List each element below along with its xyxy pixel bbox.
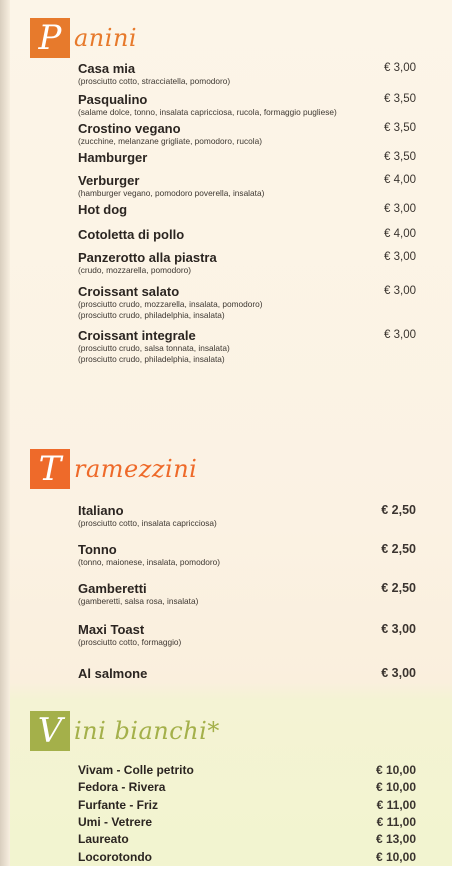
menu-item-description: (crudo, mozzarella, pomodoro) [78, 265, 191, 275]
menu-item-description: (salame dolce, tonno, insalata capricciosa, rucola, formaggio pugliese) [78, 107, 337, 117]
menu-item-name: Locorotondo [78, 850, 152, 864]
vini-initial: V [37, 711, 63, 751]
menu-item-description: (hamburger vegano, pomodoro poverella, insalata) [78, 188, 265, 198]
menu-item-description: (tonno, maionese, insalata, pomodoro) [78, 557, 221, 567]
page-bottom-edge [0, 866, 452, 875]
vini-header [30, 711, 220, 751]
menu-item-name: Al salmone [78, 666, 148, 681]
menu-item-name: Pasqualino [78, 92, 148, 107]
menu-item-name: Cotoletta di pollo [78, 227, 185, 242]
tramezzini-initial-badge [30, 449, 70, 489]
menu-item-description: (zucchine, melanzane grigliate, pomodoro, rucola) [78, 136, 263, 146]
menu-item-description: (prosciutto cotto, stracciatella, pomodoro) [78, 76, 231, 86]
menu-item-price: € 11,00 [376, 815, 416, 829]
menu-item-name: Vivam - Colle petrito [78, 763, 194, 777]
menu-item-name: Crostino vegano [78, 121, 181, 136]
menu-item [78, 92, 416, 118]
menu-item [78, 797, 416, 814]
menu-item [78, 849, 416, 866]
menu-item-name: Hot dog [78, 202, 128, 217]
menu-item [78, 666, 416, 681]
menu-item-name: Laureato [78, 832, 129, 846]
menu-item-name: Furfante - Friz [78, 798, 158, 812]
tramezzini-title: ramezzini [74, 455, 198, 483]
menu-item-price: € 2,50 [381, 542, 416, 556]
tramezzini-initial: T [38, 449, 62, 489]
panini-header [30, 18, 137, 58]
menu-item-description: (prosciutto cotto, insalata capricciosa) [78, 518, 217, 528]
menu-item-price: € 3,00 [384, 203, 416, 215]
menu-item-name: Italiano [78, 503, 124, 518]
menu-item [78, 328, 416, 365]
menu-item-name: Gamberetti [78, 581, 147, 596]
menu-item-name: Croissant integrale [78, 328, 196, 343]
menu-item-price: € 3,50 [384, 122, 416, 134]
menu-item-name: Fedora - Rivera [78, 780, 166, 794]
menu-item [78, 227, 416, 242]
menu-item-description: (prosciutto crudo, salsa tonnata, insalata) [78, 343, 230, 353]
menu-item [78, 503, 416, 529]
menu-item-description: (gamberetti, salsa rosa, insalata) [78, 596, 199, 606]
menu-item-price: € 4,00 [384, 174, 416, 186]
menu-item-name: Verburger [78, 173, 140, 188]
menu-item-price: € 3,00 [384, 62, 416, 74]
menu-item-price: € 13,00 [375, 832, 416, 846]
menu-item-description: (prosciutto crudo, philadelphia, insalata) [78, 310, 225, 320]
vini-title: ini bianchi* [74, 717, 220, 745]
tramezzini-header [30, 449, 197, 489]
menu-item [78, 202, 416, 217]
menu-item [78, 250, 416, 276]
menu-item-description: (prosciutto crudo, philadelphia, insalata) [78, 354, 225, 364]
menu-item-price: € 3,00 [384, 251, 416, 263]
menu-item-name: Panzerotto alla piastra [78, 250, 217, 265]
menu-item [78, 173, 416, 199]
vini-initial-badge [30, 711, 70, 751]
menu-item-price: € 2,50 [381, 581, 416, 595]
menu-item-name: Maxi Toast [78, 622, 145, 637]
menu-item-price: € 4,00 [384, 228, 416, 240]
menu-item-name: Casa mia [78, 61, 136, 76]
menu-item [78, 542, 416, 568]
menu-item [78, 622, 416, 648]
menu-item-price: € 3,00 [384, 285, 416, 297]
menu-item [78, 581, 416, 607]
menu-item [78, 762, 416, 779]
menu-item-price: € 3,00 [381, 666, 416, 680]
menu-item [78, 284, 416, 321]
menu-item-price: € 10,00 [375, 763, 416, 777]
menu-item-price: € 3,50 [384, 151, 416, 163]
panini-initial: P [38, 18, 62, 58]
menu-item [78, 150, 416, 165]
menu-item-description: (prosciutto crudo, mozzarella, insalata, pomodoro) [78, 299, 263, 309]
menu-item-price: € 2,50 [381, 503, 416, 517]
menu-item-price: € 3,00 [381, 622, 416, 636]
menu-item-price: € 3,00 [384, 329, 416, 341]
panini-title: anini [74, 24, 138, 52]
menu-item [78, 814, 416, 831]
menu-item-description: (prosciutto cotto, formaggio) [78, 637, 182, 647]
menu-item [78, 61, 416, 87]
menu-item [78, 831, 416, 848]
menu-item-price: € 10,00 [375, 850, 416, 864]
page-fold-shadow [0, 0, 10, 875]
menu-item-name: Tonno [78, 542, 117, 557]
menu-item-name: Hamburger [78, 150, 148, 165]
menu-item-name: Croissant salato [78, 284, 180, 299]
menu-item-name: Umi - Vetrere [78, 815, 153, 829]
menu-item-price: € 11,00 [376, 798, 416, 812]
menu-item [78, 779, 416, 796]
panini-initial-badge [30, 18, 70, 58]
menu-item-price: € 10,00 [375, 780, 416, 794]
menu-item [78, 121, 416, 147]
menu-item-price: € 3,50 [384, 93, 416, 105]
